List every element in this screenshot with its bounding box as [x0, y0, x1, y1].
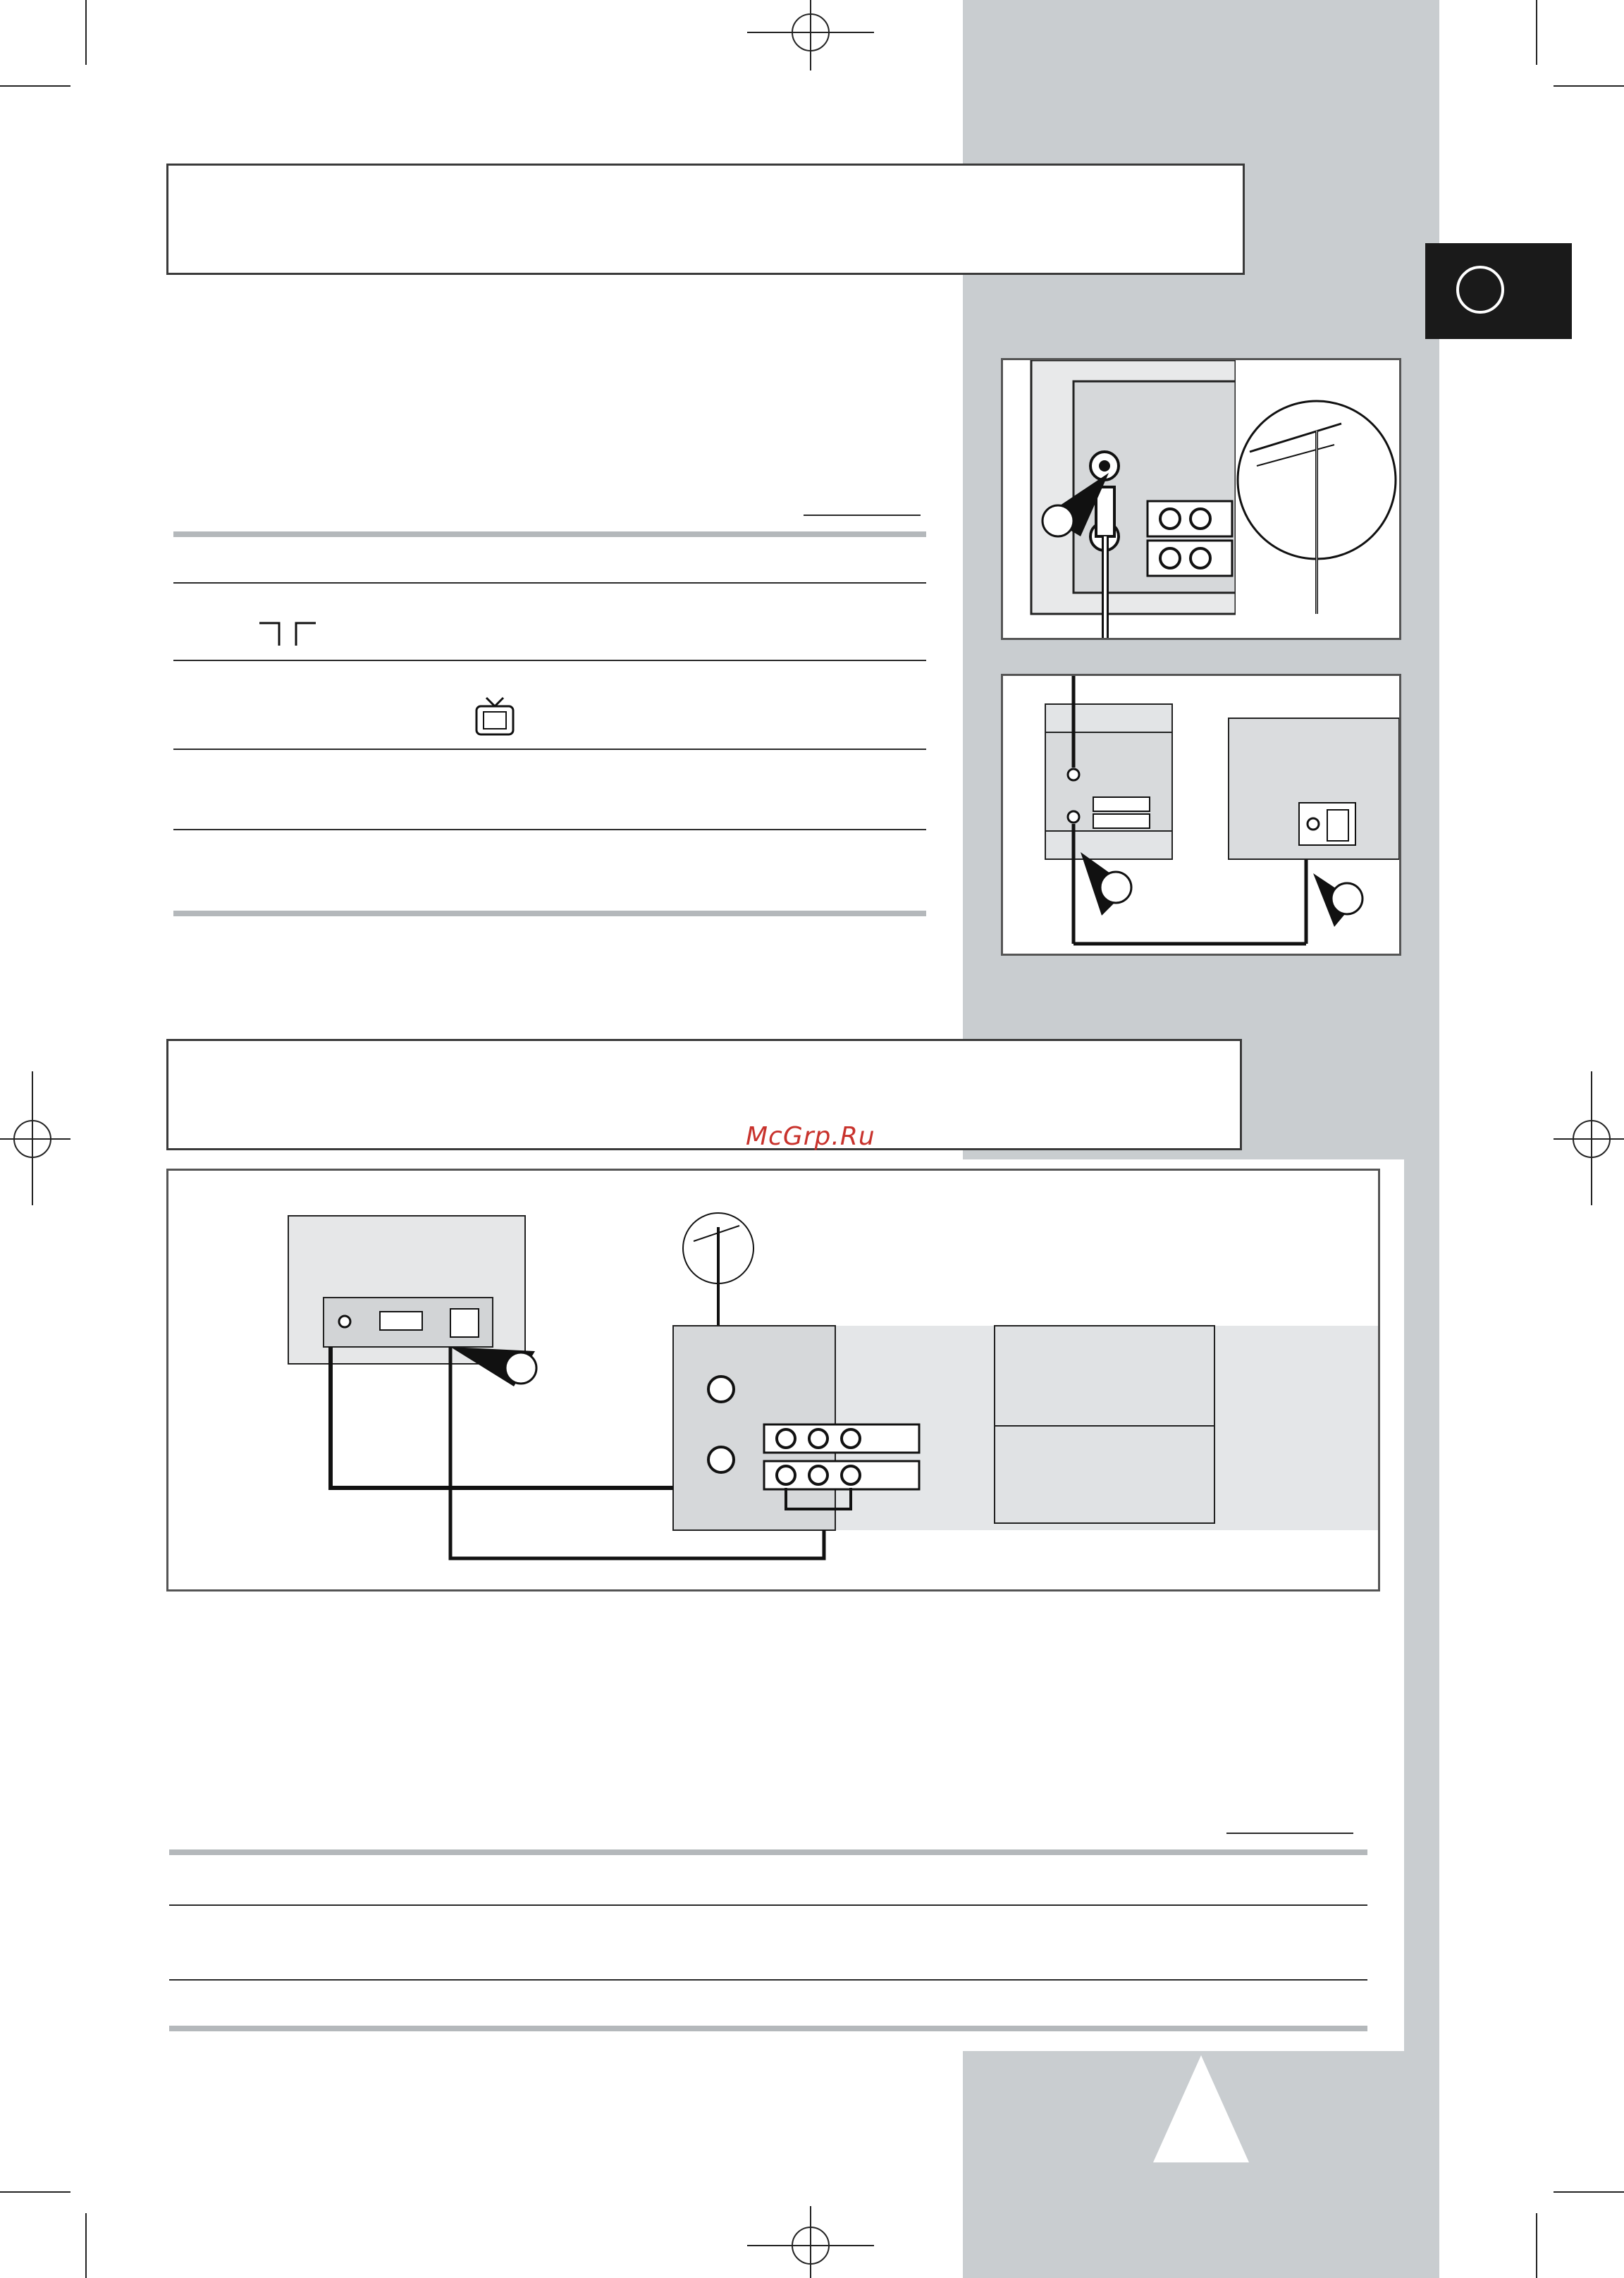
figure-full-connection: [166, 1169, 1380, 1591]
triangle-icon: [1153, 2055, 1249, 2162]
table2-bottom-rule: [169, 2026, 1367, 2031]
table1-top-rule: [173, 531, 926, 537]
figure-vcr-tv-connection: [1001, 674, 1401, 956]
table1-bottom-rule: [173, 911, 926, 916]
section-title-box-2: [166, 1039, 1242, 1150]
table1-row-rule-2: [173, 660, 926, 661]
table1-row-rule-3: [173, 749, 926, 750]
table1-row-rule-4: [173, 829, 926, 830]
aerial-connection-illustration: [1003, 360, 1399, 638]
table2-row-rule-1: [169, 1904, 1367, 1906]
short-rule-2: [1226, 1833, 1353, 1834]
table1-row-rule-1: [173, 582, 926, 584]
aerial-connector-icon: [258, 620, 317, 648]
full-connection-illustration: [168, 1171, 1378, 1589]
tv-output-icon: [474, 695, 516, 737]
watermark: McGrp.Ru: [746, 1122, 875, 1151]
section-title-box-1: [166, 164, 1245, 275]
figure-aerial-connection: [1001, 358, 1401, 640]
table2-row-rule-2: [169, 1979, 1367, 1981]
table2-top-rule: [169, 1849, 1367, 1855]
short-rule-1: [804, 515, 921, 516]
vcr-to-tv-illustration: [1003, 676, 1399, 954]
